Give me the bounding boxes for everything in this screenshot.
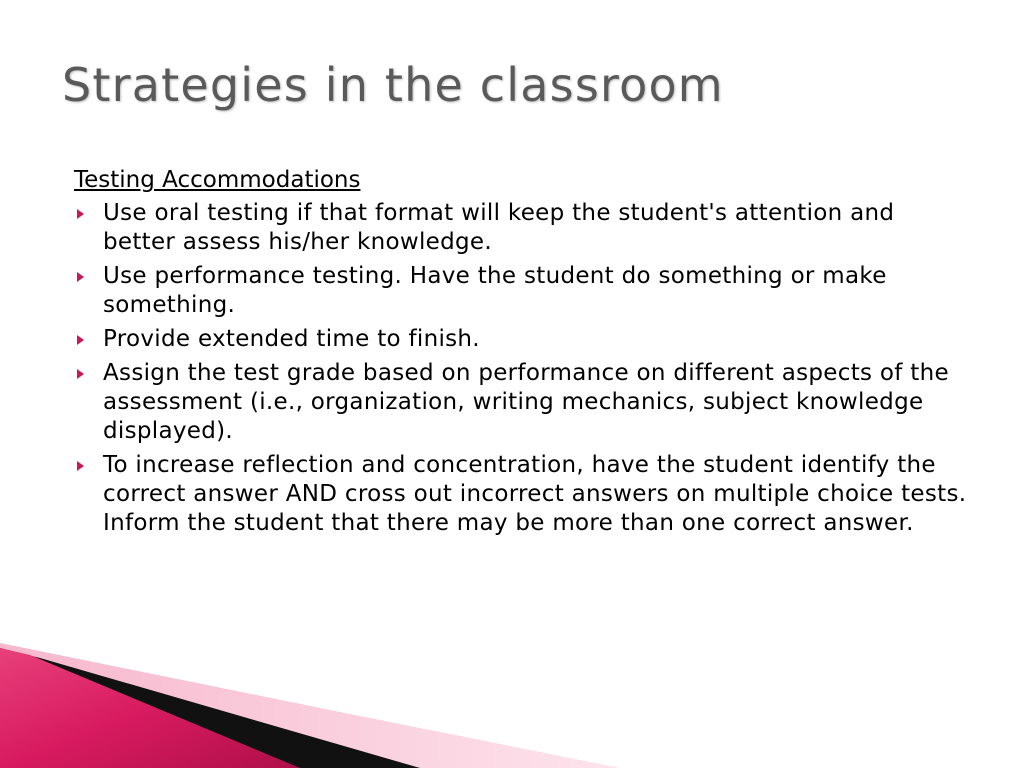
bullet-text: Assign the test grade based on performance on different aspects of the assessment (i.e., organization, writing mechanics, subject knowledge displayed). [103, 360, 949, 444]
bullet-text: Use oral testing if that format will keep the student's attention and better assess his/her knowledge. [103, 200, 895, 255]
bullet-text: Provide extended time to finish. [103, 326, 480, 352]
bullet-text: Use performance testing. Have the student do something or make something. [103, 263, 887, 318]
section-subheading: Testing Accommodations [74, 167, 361, 193]
slide-title: Strategies in the classroom [62, 58, 724, 112]
bullet-text: To increase reflection and concentration, have the student identify the correct answer AND cross out incorrect answers on multiple choice tests. Inform the student that there may be more than one correct answer. [103, 452, 967, 536]
